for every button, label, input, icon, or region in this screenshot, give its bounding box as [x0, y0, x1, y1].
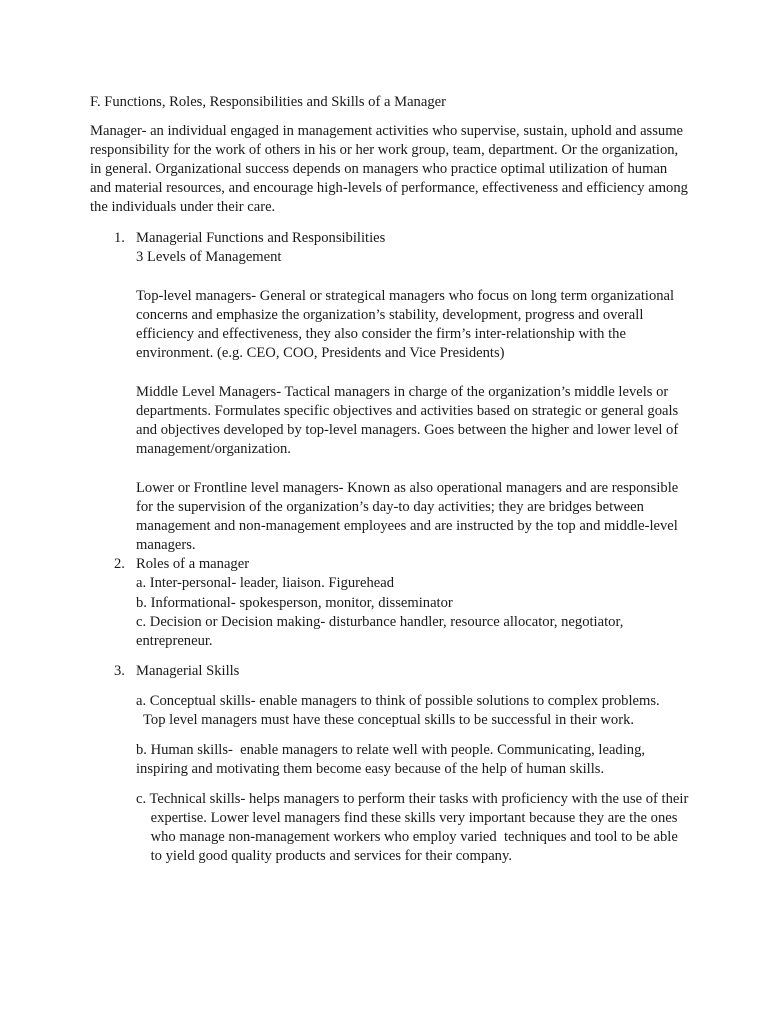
list-number: 2.	[114, 556, 125, 572]
paragraph-line: b. Human skills- enable managers to relate well with people. Communicating, leading,	[136, 742, 646, 758]
paragraph-line: Middle Level Managers- Tactical managers in charge of the organization’s middle levels or	[136, 384, 669, 400]
role-line: b. Informational- spokesperson, monitor, disseminator	[136, 595, 453, 611]
paragraph-line: Top-level managers- General or strategical managers who focus on long term organizational	[136, 288, 675, 304]
paragraph-line: efficiency and effectiveness, they also consider the firm’s inter-relationship with the	[136, 326, 626, 342]
paragraph-line: inspiring and motivating them become easy because of the help of human skills.	[136, 761, 605, 777]
intro-line: the individuals under their care.	[90, 199, 276, 215]
intro-line: responsibility for the work of others in his or her work group, team, department. Or the organization,	[90, 142, 679, 158]
section-title: Managerial Functions and Responsibilities	[136, 230, 386, 246]
paragraph-line: departments. Formulates specific objectives and activities based on strategic or general goals	[136, 403, 679, 419]
document-heading: F. Functions, Roles, Responsibilities and Skills of a Manager	[90, 94, 446, 110]
paragraph-line: c. Technical skills- helps managers to perform their tasks with proficiency with the use of their	[136, 791, 689, 807]
paragraph-line: environment. (e.g. CEO, COO, Presidents and Vice Presidents)	[136, 345, 505, 361]
paragraph-line: and objectives developed by top-level managers. Goes between the higher and lower level of	[136, 422, 679, 438]
paragraph-line: management/organization.	[136, 441, 291, 457]
role-line: a. Inter-personal- leader, liaison. Figurehead	[136, 575, 395, 591]
paragraph-line: Lower or Frontline level managers- Known as also operational managers and are responsible	[136, 480, 679, 496]
intro-line: Manager- an individual engaged in management activities who supervise, sustain, uphold and assume	[90, 123, 684, 139]
section-title: Managerial Skills	[136, 663, 240, 679]
paragraph-line: for the supervision of the organization’s day-to day activities; they are bridges between	[136, 499, 644, 515]
role-line: c. Decision or Decision making- disturbance handler, resource allocator, negotiator,	[136, 614, 624, 630]
paragraph-line: expertise. Lower level managers find these skills very important because they are the ones	[136, 810, 678, 826]
paragraph-line: Top level managers must have these conceptual skills to be successful in their work.	[136, 712, 635, 728]
intro-line: in general. Organizational success depends on managers who practice optimal utilization of human	[90, 161, 668, 177]
paragraph-line: concerns and emphasize the organization’s stability, development, progress and overall	[136, 307, 644, 323]
paragraph-line: management and non-management employees and are instructed by the top and middle-level	[136, 518, 678, 534]
section-subtitle: 3 Levels of Management	[136, 249, 282, 265]
paragraph-line: a. Conceptual skills- enable managers to think of possible solutions to complex problems.	[136, 693, 660, 709]
list-number: 3.	[114, 663, 125, 679]
list-number: 1.	[114, 230, 125, 246]
intro-line: and material resources, and encourage high-levels of performance, effectiveness and efficiency among	[90, 180, 688, 196]
paragraph-line: managers.	[136, 537, 196, 553]
section-title: Roles of a manager	[136, 556, 250, 572]
role-line: entrepreneur.	[136, 633, 213, 649]
paragraph-line: to yield good quality products and services for their company.	[136, 848, 512, 864]
paragraph-line: who manage non-management workers who employ varied techniques and tool to be able	[136, 829, 678, 845]
